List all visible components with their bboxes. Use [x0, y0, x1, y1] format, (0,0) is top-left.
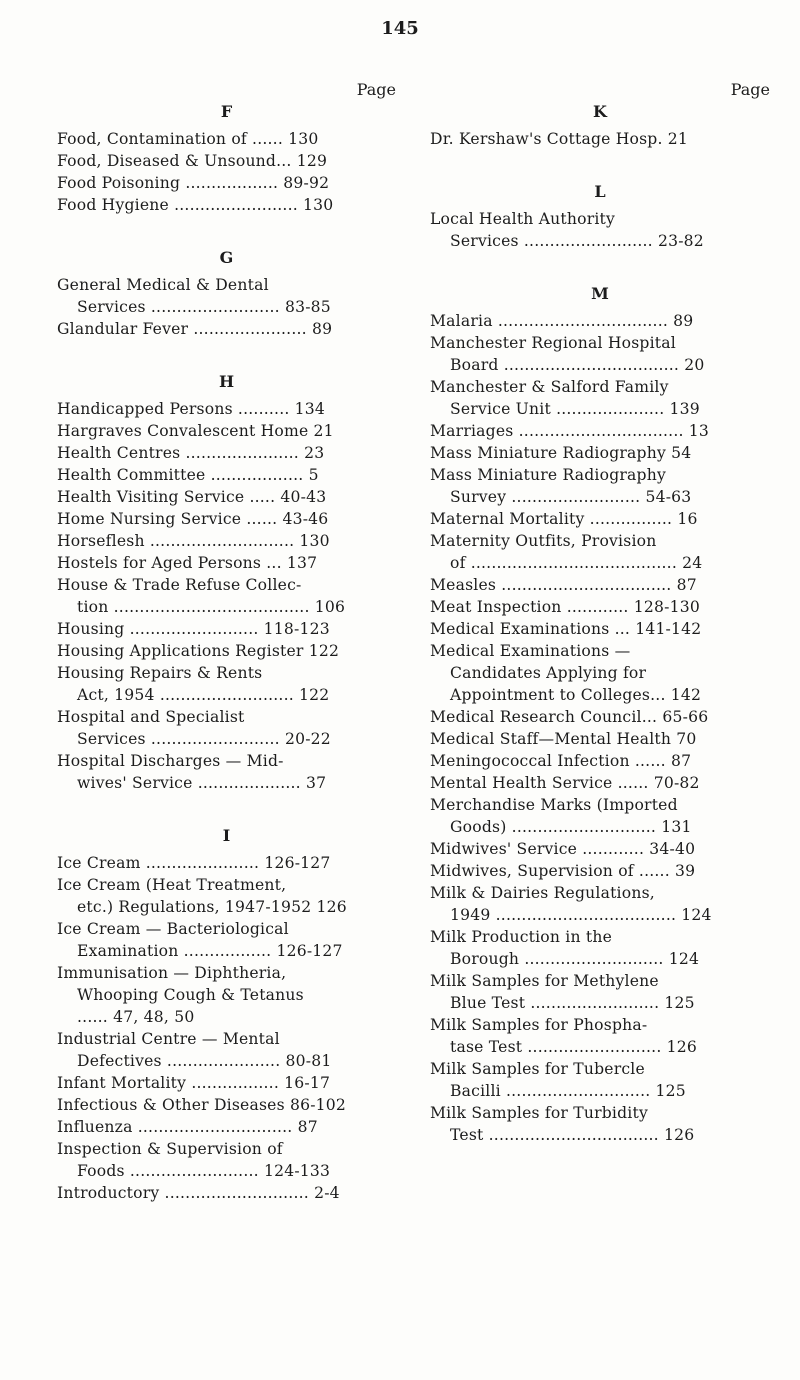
index-entry-continuation: Candidates Applying for	[450, 664, 647, 682]
index-entry	[430, 860, 770, 882]
index-entry-line: Maternity Outfits, Provision	[430, 532, 657, 550]
index-entry-line: Meningococcal Infection ...... 87	[430, 752, 692, 770]
index-entry-line: Midwives, Supervision of ...... 39	[430, 862, 696, 880]
index-entry	[430, 574, 770, 596]
index-entry	[430, 750, 770, 772]
index-entry-continuation: Defectives ...................... 80-81	[77, 1052, 332, 1070]
index-entry	[57, 172, 396, 194]
page-column-header: Page	[356, 80, 396, 99]
index-section-k	[430, 100, 770, 150]
index-section-g	[57, 246, 396, 340]
index-entry-line: Housing Repairs & Rents	[57, 664, 263, 682]
index-entry-line: Introductory ............................ 2-4	[57, 1184, 340, 1202]
index-entry	[57, 552, 396, 574]
index-entry	[430, 728, 770, 750]
section-letter: G	[219, 248, 234, 267]
index-entry	[57, 750, 396, 794]
index-entry-line: Medical Examinations —	[430, 642, 631, 660]
index-entry	[430, 618, 770, 640]
index-entry	[57, 464, 396, 486]
section-spacer	[57, 340, 396, 370]
index-entry-continuation: Act, 1954 .......................... 122	[77, 686, 330, 704]
index-sections	[430, 100, 770, 1146]
index-entry	[57, 274, 396, 318]
index-entry-continuation: ...... 47, 48, 50	[77, 1008, 195, 1026]
index-entry-continuation: Services ......................... 20-22	[77, 730, 331, 748]
index-entry	[57, 574, 396, 618]
section-letter: M	[591, 284, 609, 303]
index-entry	[430, 706, 770, 728]
index-entry-line: Maternal Mortality ................ 16	[430, 510, 698, 528]
section-letter: I	[222, 826, 231, 845]
index-entry-line: Health Committee .................. 5	[57, 466, 319, 484]
index-entry-continuation: Borough ........................... 124	[450, 950, 700, 968]
index-entry-continuation: Goods) ............................ 131	[450, 818, 692, 836]
index-entry-line: Housing Applications Register 122	[57, 642, 340, 660]
index-entry-line: Hospital Discharges — Mid-	[57, 752, 284, 770]
index-entry-line: Marriages ................................ 13	[430, 422, 710, 440]
index-entry-line: Measles ................................. 87	[430, 576, 697, 594]
section-spacer	[430, 150, 770, 180]
index-entry-line: Medical Examinations ... 141-142	[430, 620, 702, 638]
index-entry-line: Infectious & Other Diseases 86-102	[57, 1096, 347, 1114]
index-entry	[57, 1072, 396, 1094]
index-entry	[430, 1058, 770, 1102]
index-entry	[430, 464, 770, 508]
index-entry-line: Home Nursing Service ...... 43-46	[57, 510, 329, 528]
index-entry	[57, 918, 396, 962]
index-entry-line: Hostels for Aged Persons ... 137	[57, 554, 318, 572]
index-column-right	[430, 80, 770, 1146]
index-entry-continuation: Examination ................. 126-127	[77, 942, 343, 960]
index-entry-continuation: tase Test .......................... 126	[450, 1038, 697, 1056]
index-entry-continuation: 1949 ................................... 124	[450, 906, 712, 924]
index-entry	[57, 1182, 396, 1204]
index-entry	[430, 530, 770, 574]
index-entry	[57, 150, 396, 172]
index-entry	[57, 1028, 396, 1072]
index-entry-continuation: wives' Service .................... 37	[77, 774, 327, 792]
index-entry-continuation: Services ......................... 23-82	[450, 232, 704, 250]
index-entry	[430, 332, 770, 376]
index-column-left	[57, 80, 396, 1204]
index-entry-line: Merchandise Marks (Imported	[430, 796, 678, 814]
index-entry-line: Milk & Dairies Regulations,	[430, 884, 655, 902]
index-entry	[57, 1138, 396, 1182]
index-entry-continuation: Foods ......................... 124-133	[77, 1162, 331, 1180]
index-entry-line: Ice Cream (Heat Treatment,	[57, 876, 287, 894]
index-section-m	[430, 282, 770, 1146]
index-entry-line: Dr. Kershaw's Cottage Hosp. 21	[430, 130, 689, 148]
index-entry-continuation: Survey ......................... 54-63	[450, 488, 692, 506]
index-entry	[430, 208, 770, 252]
section-spacer	[57, 794, 396, 824]
index-entry-line: Ice Cream — Bacteriological	[57, 920, 289, 938]
index-entry-continuation: Bacilli ............................ 125	[450, 1082, 686, 1100]
index-entry	[57, 128, 396, 150]
index-entry-line: Manchester & Salford Family	[430, 378, 669, 396]
section-spacer	[57, 216, 396, 246]
index-entry	[57, 662, 396, 706]
index-entry-continuation: of ........................................ 24	[450, 554, 703, 572]
index-entry	[430, 376, 770, 420]
index-entry-line: Mental Health Service ...... 70-82	[430, 774, 700, 792]
index-entry-line: House & Trade Refuse Collec-	[57, 576, 302, 594]
index-entry	[57, 442, 396, 464]
index-entry	[430, 420, 770, 442]
index-entry	[430, 970, 770, 1014]
index-entry-list	[430, 128, 770, 150]
section-letter: H	[218, 372, 235, 391]
page-column-header: Page	[730, 80, 770, 99]
index-entry-line: Malaria ................................. 89	[430, 312, 694, 330]
index-entry-line: Health Centres ...................... 23	[57, 444, 325, 462]
index-section-f	[57, 100, 396, 216]
index-entry-line: Infant Mortality ................. 16-17	[57, 1074, 331, 1092]
index-entry	[57, 874, 396, 918]
index-entry-line: Food, Contamination of ...... 130	[57, 130, 319, 148]
index-entry-line: Horseflesh ............................ 130	[57, 532, 330, 550]
index-section-i	[57, 824, 396, 1204]
index-entry	[430, 926, 770, 970]
index-entry-continuation: etc.) Regulations, 1947-1952 126	[77, 898, 347, 916]
index-entry	[430, 838, 770, 860]
index-entry-line: Hospital and Specialist	[57, 708, 245, 726]
index-entry-line: Milk Samples for Turbidity	[430, 1104, 648, 1122]
index-entry	[430, 128, 770, 150]
index-entry-line: Ice Cream ...................... 126-127	[57, 854, 331, 872]
index-entry	[430, 640, 770, 706]
index-entry-line: Food Hygiene ........................ 130	[57, 196, 334, 214]
index-entry-line: Food, Diseased & Unsound... 129	[57, 152, 328, 170]
index-entry	[57, 508, 396, 530]
index-entry-line: Midwives' Service ............ 34-40	[430, 840, 696, 858]
index-entry-line: Inspection & Supervision of	[57, 1140, 283, 1158]
index-entry-line: Local Health Authority	[430, 210, 616, 228]
index-entry	[57, 420, 396, 442]
index-entry	[57, 1116, 396, 1138]
index-entry	[430, 1102, 770, 1146]
index-entry	[57, 318, 396, 340]
index-entry-line: Mass Miniature Radiography	[430, 466, 666, 484]
index-entry	[57, 530, 396, 552]
index-entry	[430, 882, 770, 926]
index-entry-line: Industrial Centre — Mental	[57, 1030, 280, 1048]
index-entry-line: Health Visiting Service ..... 40-43	[57, 488, 327, 506]
index-entry-line: Manchester Regional Hospital	[430, 334, 676, 352]
index-entry-continuation: Service Unit ..................... 139	[450, 400, 700, 418]
index-entry-line: Hargraves Convalescent Home 21	[57, 422, 334, 440]
index-entry-line: Medical Staff—Mental Health 70	[430, 730, 697, 748]
index-entry-list	[430, 310, 770, 1146]
index-entry-continuation: Whooping Cough & Tetanus	[77, 986, 304, 1004]
index-entry-list	[57, 398, 396, 794]
section-letter: L	[594, 182, 606, 201]
section-letter: K	[593, 102, 607, 121]
section-spacer	[430, 252, 770, 282]
index-entry	[430, 794, 770, 838]
index-entry-line: Glandular Fever ...................... 89	[57, 320, 333, 338]
index-entry	[57, 618, 396, 640]
index-entry-line: General Medical & Dental	[57, 276, 269, 294]
index-entry-continuation: Board .................................. 20	[450, 356, 705, 374]
index-entry-line: Meat Inspection ............ 128-130	[430, 598, 700, 616]
index-entry-list	[57, 852, 396, 1204]
index-entry-list	[430, 208, 770, 252]
index-entry-line: Influenza .............................. 87	[57, 1118, 318, 1136]
index-entry	[57, 962, 396, 1028]
index-entry-line: Handicapped Persons .......... 134	[57, 400, 326, 418]
index-entry-line: Milk Production in the	[430, 928, 613, 946]
index-entry-continuation: Blue Test ......................... 125	[450, 994, 695, 1012]
index-entry-line: Food Poisoning .................. 89-92	[57, 174, 330, 192]
index-section-h	[57, 370, 396, 794]
index-entry-line: Housing ......................... 118-123	[57, 620, 330, 638]
index-entry	[57, 1094, 396, 1116]
index-entry	[430, 310, 770, 332]
index-entry-line: Mass Miniature Radiography 54	[430, 444, 692, 462]
index-entry	[430, 1014, 770, 1058]
index-entry-continuation: Services ......................... 83-85	[77, 298, 331, 316]
index-entry-continuation: tion ...................................... 106	[77, 598, 346, 616]
index-entry-continuation: Test ................................. 126	[450, 1126, 695, 1144]
section-letter: F	[220, 102, 233, 121]
index-entry-line: Milk Samples for Phospha-	[430, 1016, 648, 1034]
index-entry	[430, 508, 770, 530]
index-entry-continuation: Appointment to Colleges... 142	[450, 686, 702, 704]
index-sections	[57, 100, 396, 1204]
index-entry	[57, 640, 396, 662]
index-entry-list	[57, 128, 396, 216]
index-entry	[57, 194, 396, 216]
index-entry-list	[57, 274, 396, 340]
index-entry	[57, 706, 396, 750]
index-entry	[430, 772, 770, 794]
index-entry-line: Medical Research Council... 65-66	[430, 708, 709, 726]
page-number: 145	[381, 18, 419, 39]
index-entry-line: Milk Samples for Tubercle	[430, 1060, 645, 1078]
index-entry	[430, 596, 770, 618]
index-entry-line: Immunisation — Diphtheria,	[57, 964, 287, 982]
index-entry	[57, 398, 396, 420]
index-entry	[57, 852, 396, 874]
index-section-l	[430, 180, 770, 252]
index-entry-line: Milk Samples for Methylene	[430, 972, 659, 990]
index-entry	[430, 442, 770, 464]
index-entry	[57, 486, 396, 508]
